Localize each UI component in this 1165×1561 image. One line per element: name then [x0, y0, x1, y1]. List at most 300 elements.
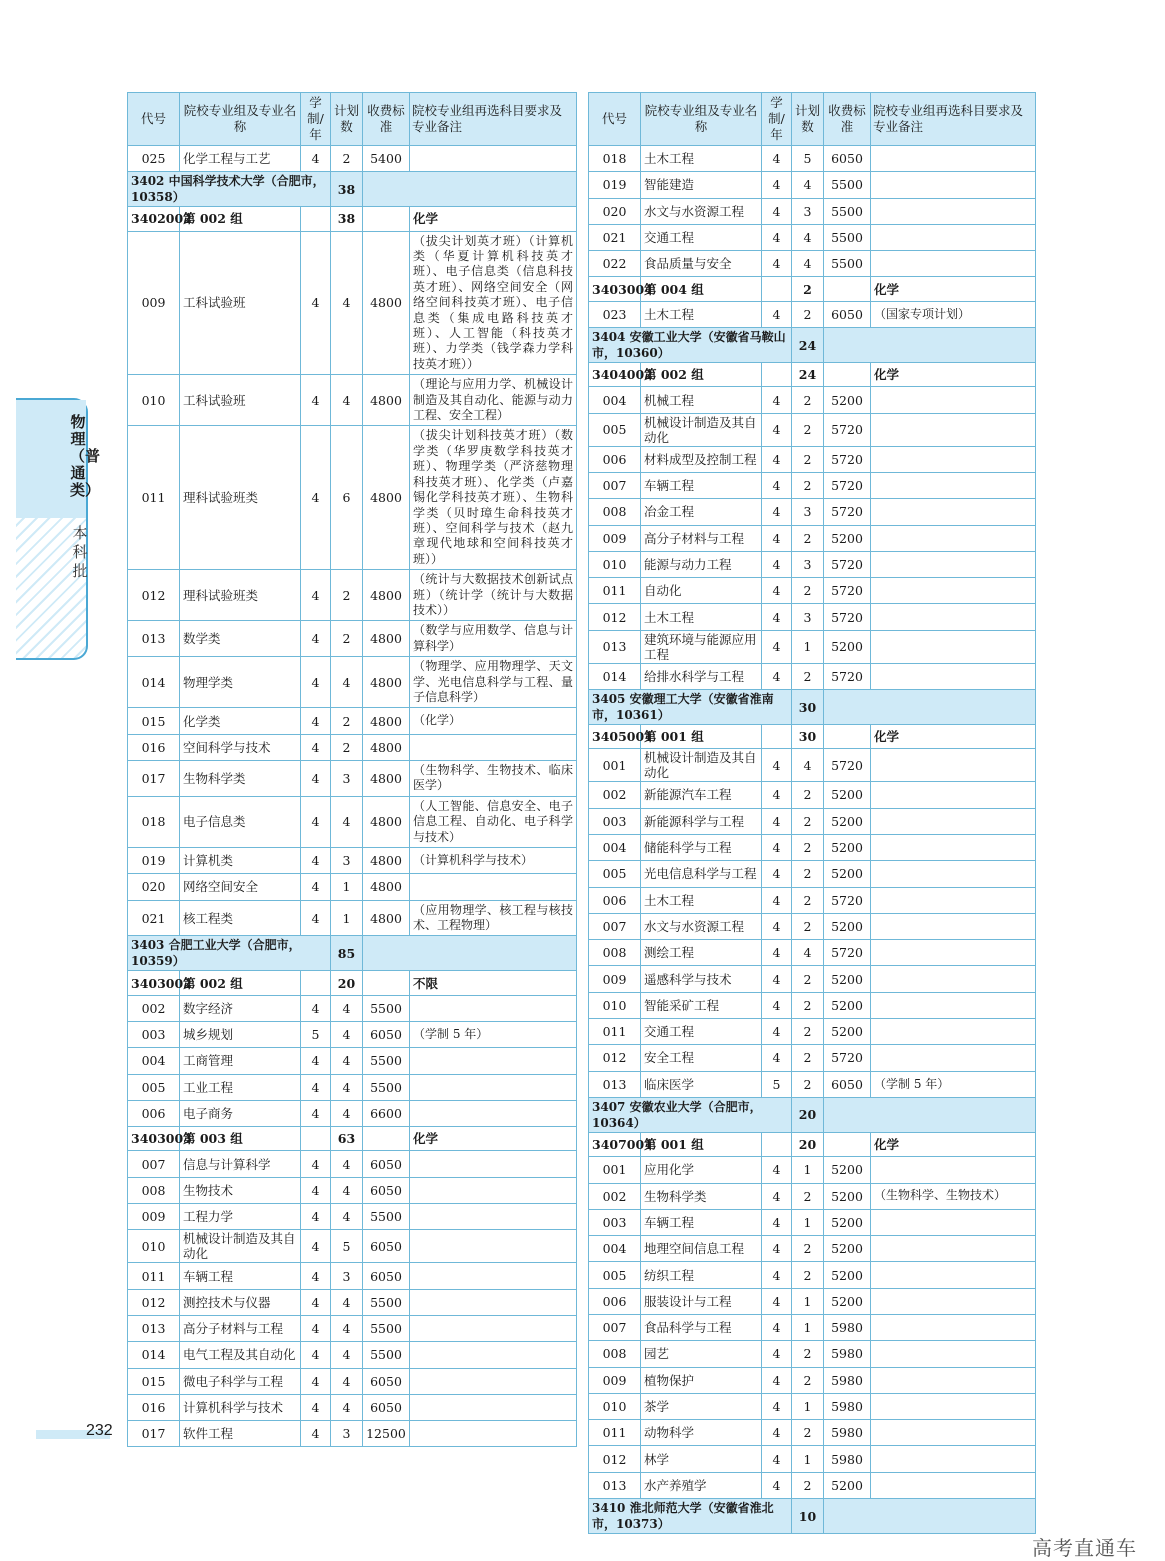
major-row — [589, 1183, 1036, 1209]
major-note — [871, 861, 1036, 887]
major-years: 4 — [301, 1230, 331, 1263]
group-plan: 2 — [792, 277, 824, 301]
school-row — [589, 690, 1036, 725]
major-plan: 1 — [792, 1288, 824, 1314]
major-years: 5 — [762, 1071, 792, 1097]
major-name: 理科试验班类 — [180, 570, 301, 621]
major-row — [128, 231, 577, 375]
major-plan: 4 — [792, 172, 824, 198]
major-row — [589, 966, 1036, 992]
major-name: 机械工程 — [641, 387, 762, 413]
major-name: 智能建造 — [641, 172, 762, 198]
major-plan: 2 — [792, 1071, 824, 1097]
major-row — [589, 1019, 1036, 1045]
school-name: 3410 淮北师范大学（安徽省淮北市，10373） — [589, 1499, 792, 1534]
group-requirement: 化学 — [410, 1127, 577, 1151]
major-code: 025 — [128, 146, 180, 172]
major-row — [589, 251, 1036, 277]
major-plan: 2 — [792, 1019, 824, 1045]
major-code: 012 — [589, 1045, 641, 1071]
major-note — [871, 1420, 1036, 1446]
major-note — [871, 663, 1036, 689]
major-row — [128, 760, 577, 796]
major-row — [589, 604, 1036, 630]
major-note — [871, 1314, 1036, 1340]
major-note — [871, 446, 1036, 472]
school-plan: 10 — [792, 1499, 824, 1534]
major-plan: 4 — [331, 1022, 363, 1048]
major-years: 4 — [762, 1446, 792, 1472]
major-row — [589, 551, 1036, 577]
major-years: 4 — [762, 808, 792, 834]
major-row — [128, 734, 577, 760]
major-fee: 5200 — [824, 782, 871, 808]
group-years — [301, 1127, 331, 1151]
major-note — [410, 1394, 577, 1420]
major-years: 4 — [762, 525, 792, 551]
major-fee: 6050 — [824, 1071, 871, 1097]
major-name: 化学工程与工艺 — [180, 146, 301, 172]
major-name: 遥感科学与技术 — [641, 966, 762, 992]
major-note: （计算机科学与技术） — [410, 848, 577, 874]
major-years: 4 — [301, 874, 331, 900]
major-years: 4 — [301, 1263, 331, 1289]
major-plan: 2 — [792, 913, 824, 939]
major-note — [871, 198, 1036, 224]
major-row — [589, 782, 1036, 808]
major-name: 土木工程 — [641, 146, 762, 172]
major-name: 化学类 — [180, 708, 301, 734]
major-name: 工科试验班 — [180, 375, 301, 426]
major-note — [871, 1367, 1036, 1393]
major-name: 食品科学与工程 — [641, 1314, 762, 1340]
major-name: 空间科学与技术 — [180, 734, 301, 760]
major-name: 高分子材料与工程 — [641, 525, 762, 551]
major-code: 007 — [589, 913, 641, 939]
major-fee: 5500 — [824, 172, 871, 198]
school-blank — [363, 936, 577, 971]
major-name: 城乡规划 — [180, 1022, 301, 1048]
major-plan: 3 — [792, 499, 824, 525]
major-name: 水产养殖学 — [641, 1472, 762, 1498]
major-plan: 2 — [792, 663, 824, 689]
major-name: 计算机类 — [180, 848, 301, 874]
major-row — [128, 1177, 577, 1203]
major-row — [589, 1071, 1036, 1097]
major-row — [589, 861, 1036, 887]
header-note: 院校专业组再选科目要求及专业备注 — [871, 93, 1036, 146]
major-code: 013 — [589, 1472, 641, 1498]
major-code: 007 — [589, 1314, 641, 1340]
major-note — [871, 992, 1036, 1018]
major-years: 4 — [762, 861, 792, 887]
major-note — [871, 1157, 1036, 1183]
major-fee: 5720 — [824, 1045, 871, 1071]
major-name: 机械设计制造及其自动化 — [180, 1230, 301, 1263]
major-years: 4 — [762, 1393, 792, 1419]
major-plan: 2 — [792, 472, 824, 498]
major-fee: 5500 — [824, 224, 871, 250]
major-name: 微电子科学与工程 — [180, 1368, 301, 1394]
group-row — [589, 363, 1036, 387]
major-years: 4 — [762, 887, 792, 913]
major-fee: 5500 — [363, 1315, 410, 1341]
major-name: 能源与动力工程 — [641, 551, 762, 577]
major-note — [871, 808, 1036, 834]
major-row — [589, 749, 1036, 782]
group-requirement: 化学 — [871, 1132, 1036, 1156]
group-requirement: 不限 — [410, 971, 577, 995]
major-code: 011 — [589, 1019, 641, 1045]
major-fee: 6050 — [363, 1368, 410, 1394]
major-code: 007 — [128, 1151, 180, 1177]
major-code: 015 — [128, 708, 180, 734]
major-note — [410, 1421, 577, 1447]
major-note — [871, 782, 1036, 808]
major-fee: 5500 — [363, 1204, 410, 1230]
major-note — [871, 224, 1036, 250]
group-code: 3403003 — [128, 1127, 180, 1151]
major-years: 4 — [762, 198, 792, 224]
group-plan: 24 — [792, 363, 824, 387]
major-years: 4 — [762, 472, 792, 498]
major-plan: 2 — [792, 446, 824, 472]
major-years: 4 — [762, 1157, 792, 1183]
major-plan: 2 — [792, 1236, 824, 1262]
major-code: 019 — [128, 848, 180, 874]
major-code: 008 — [128, 1177, 180, 1203]
major-fee: 4800 — [363, 874, 410, 900]
major-code: 013 — [589, 630, 641, 663]
major-code: 017 — [128, 760, 180, 796]
major-name: 工程力学 — [180, 1204, 301, 1230]
major-note — [871, 966, 1036, 992]
major-years: 4 — [762, 782, 792, 808]
major-note — [410, 1263, 577, 1289]
major-years: 4 — [762, 1420, 792, 1446]
major-years: 4 — [301, 1048, 331, 1074]
major-fee: 4800 — [363, 426, 410, 570]
major-row — [589, 630, 1036, 663]
major-plan: 2 — [792, 861, 824, 887]
major-fee: 5200 — [824, 1262, 871, 1288]
major-name: 电气工程及其自动化 — [180, 1342, 301, 1368]
major-note — [410, 1230, 577, 1263]
major-note — [410, 995, 577, 1021]
major-fee: 5980 — [824, 1314, 871, 1340]
major-fee: 5200 — [824, 1472, 871, 1498]
major-fee: 5200 — [824, 1183, 871, 1209]
major-code: 012 — [589, 1446, 641, 1472]
school-blank — [824, 690, 1036, 725]
major-plan: 2 — [331, 734, 363, 760]
major-code: 018 — [589, 146, 641, 172]
major-code: 006 — [589, 887, 641, 913]
major-years: 4 — [301, 760, 331, 796]
major-row — [589, 1262, 1036, 1288]
major-fee: 5200 — [824, 387, 871, 413]
group-name: 第 002 组 — [180, 207, 301, 231]
major-code: 008 — [589, 940, 641, 966]
major-note: （理论与应用力学、机械设计制造及其自动化、能源与动力工程、安全工程） — [410, 375, 577, 426]
major-fee: 5980 — [824, 1420, 871, 1446]
major-note — [871, 146, 1036, 172]
major-code: 021 — [589, 224, 641, 250]
major-code: 006 — [589, 446, 641, 472]
major-plan: 3 — [331, 848, 363, 874]
major-row — [589, 1472, 1036, 1498]
major-name: 应用化学 — [641, 1157, 762, 1183]
major-years: 4 — [762, 301, 792, 327]
major-name: 地理空间信息工程 — [641, 1236, 762, 1262]
major-row — [589, 1393, 1036, 1419]
school-name: 3404 安徽工业大学（安徽省马鞍山市，10360） — [589, 328, 792, 363]
major-name: 交通工程 — [641, 1019, 762, 1045]
major-note: （生物科学、生物技术、临床医学） — [410, 760, 577, 796]
major-years: 4 — [762, 146, 792, 172]
major-name: 纺织工程 — [641, 1262, 762, 1288]
major-name: 建筑环境与能源应用工程 — [641, 630, 762, 663]
major-name: 林学 — [641, 1446, 762, 1472]
major-plan: 4 — [331, 1315, 363, 1341]
major-code: 009 — [589, 525, 641, 551]
major-code: 010 — [128, 1230, 180, 1263]
major-years: 4 — [762, 630, 792, 663]
group-plan: 63 — [331, 1127, 363, 1151]
major-plan: 1 — [331, 900, 363, 936]
page-number: 232 — [86, 1422, 113, 1439]
major-note — [410, 1368, 577, 1394]
major-plan: 4 — [331, 1074, 363, 1100]
header-code: 代号 — [589, 93, 641, 146]
group-requirement: 化学 — [871, 363, 1036, 387]
major-fee: 5200 — [824, 1019, 871, 1045]
group-row — [589, 725, 1036, 749]
school-blank — [824, 1097, 1036, 1132]
school-name: 3403 合肥工业大学（合肥市，10359） — [128, 936, 331, 971]
watermark: 高考直通车 — [1032, 1536, 1137, 1560]
major-name: 车辆工程 — [641, 472, 762, 498]
header-fee: 收费标准 — [363, 93, 410, 146]
major-plan: 4 — [331, 231, 363, 375]
major-plan: 1 — [792, 1157, 824, 1183]
major-name: 数学类 — [180, 621, 301, 657]
major-years: 4 — [762, 604, 792, 630]
major-note — [871, 887, 1036, 913]
header-name: 院校专业组及专业名称 — [641, 93, 762, 146]
school-plan: 24 — [792, 328, 824, 363]
major-row — [128, 1315, 577, 1341]
major-name: 自动化 — [641, 578, 762, 604]
group-name: 第 002 组 — [641, 363, 762, 387]
major-plan: 4 — [331, 657, 363, 708]
major-plan: 4 — [331, 1177, 363, 1203]
major-plan: 4 — [331, 1394, 363, 1420]
major-name: 交通工程 — [641, 224, 762, 250]
school-name: 3402 中国科学技术大学（合肥市，10358） — [128, 172, 331, 207]
major-fee: 5720 — [824, 578, 871, 604]
major-note: （统计与大数据技术创新试点班）（统计学（统计与大数据技术）） — [410, 570, 577, 621]
major-code: 015 — [128, 1368, 180, 1394]
group-years — [762, 725, 792, 749]
major-code: 012 — [589, 604, 641, 630]
major-plan: 4 — [792, 224, 824, 250]
major-plan: 2 — [792, 578, 824, 604]
major-plan: 2 — [792, 1341, 824, 1367]
major-fee: 4800 — [363, 708, 410, 734]
major-plan: 2 — [792, 834, 824, 860]
major-code: 011 — [128, 1263, 180, 1289]
major-note — [871, 604, 1036, 630]
major-row — [589, 472, 1036, 498]
major-note — [871, 940, 1036, 966]
major-years: 4 — [301, 900, 331, 936]
major-note: （学制 5 年） — [871, 1071, 1036, 1097]
major-plan: 2 — [331, 146, 363, 172]
major-name: 给排水科学与工程 — [641, 663, 762, 689]
major-plan: 2 — [331, 708, 363, 734]
major-name: 土木工程 — [641, 604, 762, 630]
major-note — [871, 387, 1036, 413]
major-plan: 3 — [331, 760, 363, 796]
major-note — [871, 1045, 1036, 1071]
major-fee: 5720 — [824, 887, 871, 913]
major-note — [871, 578, 1036, 604]
major-row — [128, 1263, 577, 1289]
major-code: 006 — [128, 1100, 180, 1126]
major-years: 4 — [762, 578, 792, 604]
major-row — [128, 621, 577, 657]
school-name: 3405 安徽理工大学（安徽省淮南市，10361） — [589, 690, 792, 725]
group-requirement: 化学 — [410, 207, 577, 231]
major-plan: 4 — [792, 251, 824, 277]
major-plan: 4 — [331, 1151, 363, 1177]
major-row — [589, 913, 1036, 939]
major-row — [589, 1341, 1036, 1367]
major-name: 机械设计制造及其自动化 — [641, 749, 762, 782]
major-note — [410, 1342, 577, 1368]
major-code: 018 — [128, 796, 180, 847]
major-years: 4 — [762, 387, 792, 413]
major-name: 电子信息类 — [180, 796, 301, 847]
admission-table-right — [588, 92, 1036, 1534]
major-name: 车辆工程 — [641, 1209, 762, 1235]
major-row — [128, 1048, 577, 1074]
header-code: 代号 — [128, 93, 180, 146]
major-row — [128, 1100, 577, 1126]
major-fee: 6050 — [363, 1177, 410, 1203]
major-note: （物理学、应用物理学、天文学、光电信息科学与工程、量子信息科学） — [410, 657, 577, 708]
group-years — [762, 277, 792, 301]
major-years: 4 — [762, 551, 792, 577]
major-note — [871, 1019, 1036, 1045]
admission-table-left — [127, 92, 577, 1447]
major-note — [871, 413, 1036, 446]
major-plan: 2 — [792, 1420, 824, 1446]
major-plan: 2 — [792, 966, 824, 992]
major-note — [871, 1262, 1036, 1288]
major-row — [589, 1367, 1036, 1393]
major-row — [589, 887, 1036, 913]
major-years: 4 — [301, 708, 331, 734]
major-row — [128, 657, 577, 708]
header-years: 学制/年 — [301, 93, 331, 146]
major-code: 021 — [128, 900, 180, 936]
group-fee — [824, 363, 871, 387]
major-fee: 5200 — [824, 1157, 871, 1183]
major-fee: 5980 — [824, 1393, 871, 1419]
major-fee: 4800 — [363, 375, 410, 426]
major-plan: 4 — [331, 1368, 363, 1394]
group-years — [301, 207, 331, 231]
major-row — [589, 499, 1036, 525]
major-fee: 4800 — [363, 848, 410, 874]
major-years: 4 — [301, 1074, 331, 1100]
major-code: 012 — [128, 570, 180, 621]
school-plan: 20 — [792, 1097, 824, 1132]
group-years — [762, 363, 792, 387]
major-name: 生物科学类 — [180, 760, 301, 796]
group-plan: 30 — [792, 725, 824, 749]
major-code: 010 — [589, 992, 641, 1018]
major-code: 022 — [589, 251, 641, 277]
major-note — [871, 749, 1036, 782]
group-years — [762, 1132, 792, 1156]
school-plan: 38 — [331, 172, 363, 207]
school-plan: 30 — [792, 690, 824, 725]
major-fee: 5200 — [824, 1236, 871, 1262]
major-plan: 5 — [331, 1230, 363, 1263]
major-row — [589, 578, 1036, 604]
major-plan: 1 — [331, 874, 363, 900]
major-years: 4 — [762, 1183, 792, 1209]
major-years: 4 — [762, 992, 792, 1018]
major-years: 4 — [301, 426, 331, 570]
major-plan: 1 — [792, 1446, 824, 1472]
major-name: 测控技术与仪器 — [180, 1289, 301, 1315]
major-plan: 5 — [792, 146, 824, 172]
major-years: 4 — [301, 570, 331, 621]
major-plan: 1 — [792, 1393, 824, 1419]
major-name: 园艺 — [641, 1341, 762, 1367]
major-note: （拔尖计划英才班）（计算机类（华夏计算机科技英才班）、电子信息类（信息科技英才班）、网络空间安全（网络空间科技英才班）、电子信息类（集成电路科技英才班）、人工智能（科技英才班）、力学类（钱学森力学科技英才班）） — [410, 231, 577, 375]
major-years: 4 — [301, 657, 331, 708]
major-plan: 4 — [331, 1204, 363, 1230]
major-name: 智能采矿工程 — [641, 992, 762, 1018]
major-years: 4 — [762, 499, 792, 525]
group-plan: 38 — [331, 207, 363, 231]
major-years: 4 — [301, 1289, 331, 1315]
group-name: 第 001 组 — [641, 725, 762, 749]
major-row — [128, 146, 577, 172]
major-fee: 4800 — [363, 900, 410, 936]
major-row — [589, 224, 1036, 250]
major-plan: 2 — [792, 1183, 824, 1209]
major-note — [410, 1315, 577, 1341]
major-years: 4 — [762, 1019, 792, 1045]
major-fee: 6050 — [363, 1394, 410, 1420]
major-fee: 5720 — [824, 472, 871, 498]
major-plan: 2 — [792, 1367, 824, 1393]
major-fee: 6050 — [363, 1230, 410, 1263]
major-fee: 5500 — [363, 1074, 410, 1100]
major-fee: 4800 — [363, 734, 410, 760]
major-fee: 4800 — [363, 760, 410, 796]
major-plan: 2 — [792, 301, 824, 327]
major-fee: 4800 — [363, 621, 410, 657]
major-note — [410, 146, 577, 172]
major-years: 4 — [762, 251, 792, 277]
